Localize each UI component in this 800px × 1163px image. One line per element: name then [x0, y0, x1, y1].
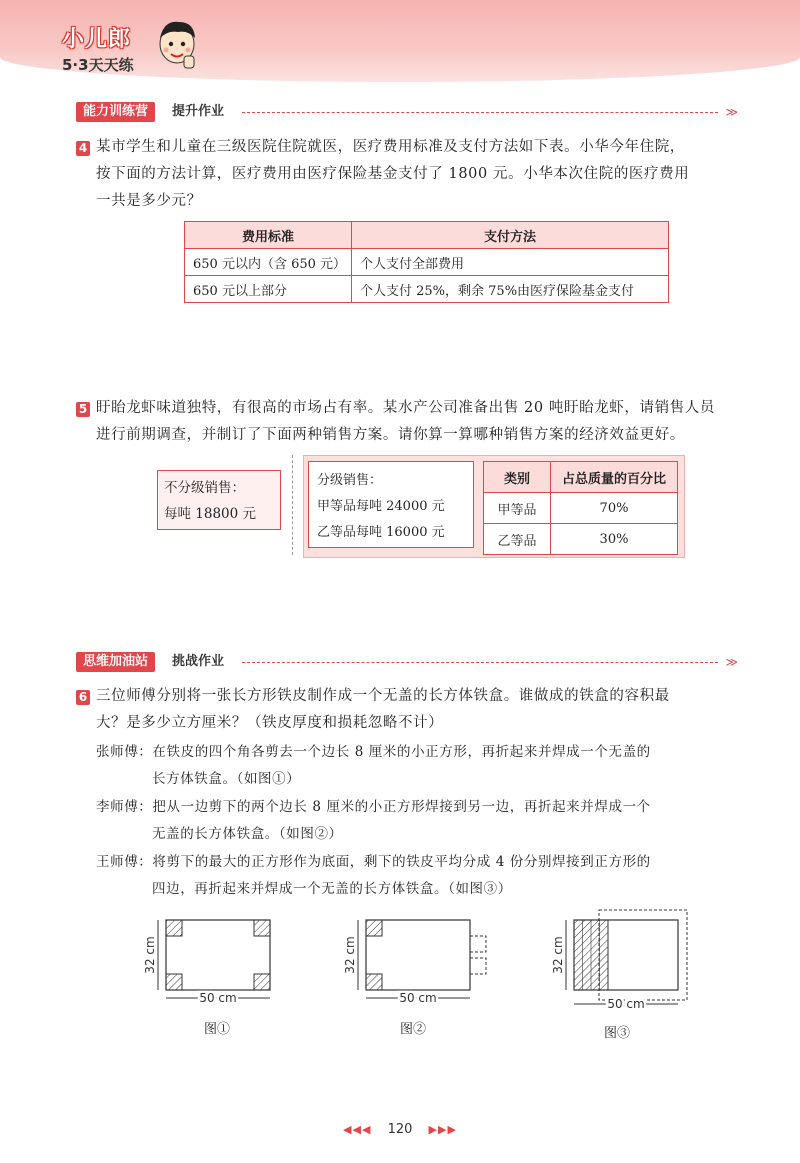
logo-title: 小儿郎	[62, 27, 132, 52]
text-line: 一共是多少元？	[96, 193, 202, 209]
mascot-boy-icon	[154, 16, 200, 70]
medical-fee-table	[184, 221, 669, 303]
question-number: 6	[76, 690, 90, 705]
corner-square	[366, 920, 382, 936]
table-cell: 甲等品	[484, 493, 551, 524]
corner-square	[366, 974, 382, 990]
table-cell: 个人支付 25%，剩余 75%由医疗保险基金支付	[352, 276, 669, 303]
table-row	[484, 493, 678, 524]
text-line: 三位师傅分别将一张长方形铁皮制作成一个无盖的长方体铁盒。谁做成的铁盒的容积最	[96, 688, 670, 704]
double-arrow-icon: ≫	[725, 105, 736, 119]
plan-line: 不分级销售：	[164, 480, 245, 496]
section-subtitle: 挑战作业	[172, 654, 225, 669]
section-header-thinking	[76, 652, 736, 674]
corner-square	[254, 974, 270, 990]
table-header: 类别	[484, 462, 551, 493]
text-line: 按下面的方法计算，医疗费用由医疗保险基金支付了 1800 元。小华本次住院的医疗费用	[96, 166, 690, 182]
table-cell: 乙等品	[484, 524, 551, 555]
table-row	[185, 249, 669, 276]
plan-line: 分级销售：	[317, 473, 383, 488]
table-row	[185, 276, 669, 303]
question-4-text	[96, 134, 756, 215]
figure-1-diagram	[140, 912, 290, 1012]
text-line: 四边，再折起来并焊成一个无盖的长方体铁盒。（如图③）	[152, 881, 512, 897]
table-row	[484, 524, 678, 555]
worker-zhang-text	[96, 739, 756, 793]
table-cell: 个人支付全部费用	[352, 249, 669, 276]
welded-square	[470, 958, 486, 974]
table-header-row	[484, 462, 678, 493]
text-line: 大？是多少立方厘米？（铁皮厚度和损耗忽略不计）	[96, 715, 444, 731]
figure-caption: 图③	[604, 1026, 631, 1041]
text-line: 进行前期调查，并制订了下面两种销售方案。请你算一算哪种销售方案的经济效益更好。	[96, 427, 685, 443]
plan-line: 每吨 18800 元	[164, 506, 257, 522]
section-header-ability	[76, 102, 736, 124]
question-6-text	[96, 683, 756, 737]
welded-square	[470, 936, 486, 952]
double-arrow-icon: ≫	[725, 655, 736, 669]
corner-square	[166, 974, 182, 990]
table-cell: 650 元以内（含 650 元）	[185, 249, 352, 276]
text-line: 无盖的长方体铁盒。（如图②）	[152, 826, 343, 842]
plan-divider	[292, 455, 293, 555]
worker-li-text	[96, 794, 756, 848]
welded-outline	[599, 910, 687, 1000]
text-line: 张师傅：在铁皮的四个角各剪去一个边长 8 厘米的小正方形，再折起来并焊成一个无盖的	[96, 744, 651, 760]
height-label: 32 cm	[343, 936, 357, 974]
table-header: 费用标准	[185, 222, 352, 249]
height-label: 32 cm	[551, 936, 565, 974]
width-label: 50 cm	[607, 997, 645, 1011]
text-line: 李师傅：把从一边剪下的两个边长 8 厘米的小正方形焊接到另一边，再折起来并焊成一个	[96, 799, 651, 815]
section-divider	[242, 662, 718, 663]
section-tag: 思维加油站	[76, 652, 155, 672]
table-header: 占总质量的百分比	[551, 462, 678, 493]
right-arrows-icon: ▶▶▶	[428, 1123, 457, 1136]
width-label: 50 cm	[399, 991, 437, 1005]
page-footer	[0, 1122, 800, 1137]
figure-2-diagram	[334, 912, 504, 1012]
section-subtitle: 提升作业	[172, 104, 225, 119]
brand-logo	[62, 22, 202, 82]
text-line: 长方体铁盒。（如图①）	[152, 771, 301, 787]
width-label: 50 cm	[199, 991, 237, 1005]
text-line: 盱眙龙虾味道独特，有很高的市场占有率。某水产公司准备出售 20 吨盱眙龙虾，请销售人员	[96, 400, 715, 416]
corner-square	[254, 920, 270, 936]
page-number: 120	[387, 1122, 413, 1137]
corner-square	[166, 920, 182, 936]
section-tag: 能力训练营	[76, 102, 155, 122]
section-divider	[242, 112, 718, 113]
height-label: 32 cm	[143, 936, 157, 974]
table-cell: 70%	[551, 493, 678, 524]
logo-subtitle: 5·3天天练	[62, 56, 134, 74]
table-cell: 650 元以上部分	[185, 276, 352, 303]
plan-line: 乙等品每吨 16000 元	[317, 525, 445, 540]
question-number: 5	[76, 402, 90, 417]
question-5-text	[96, 395, 756, 449]
table-cell: 30%	[551, 524, 678, 555]
table-header: 支付方法	[352, 222, 669, 249]
left-arrows-icon: ◀◀◀	[343, 1123, 372, 1136]
plan-ungraded-box	[157, 470, 281, 530]
table-header-row	[185, 222, 669, 249]
question-number: 4	[76, 141, 90, 156]
grade-percentage-table	[483, 461, 678, 555]
text-line: 某市学生和儿童在三级医院住院就医，医疗费用标准及支付方法如下表。小华今年住院，	[96, 139, 685, 155]
figure-caption: 图②	[400, 1022, 427, 1037]
plan-line: 甲等品每吨 24000 元	[317, 499, 445, 514]
worker-wang-text	[96, 849, 756, 903]
figure-3-diagram	[544, 904, 694, 1016]
text-line: 王师傅：将剪下的最大的正方形作为底面，剩下的铁皮平均分成 4 份分别焊接到正方形的	[96, 854, 651, 870]
plan-graded-box	[308, 461, 474, 548]
figure-caption: 图①	[204, 1022, 231, 1037]
